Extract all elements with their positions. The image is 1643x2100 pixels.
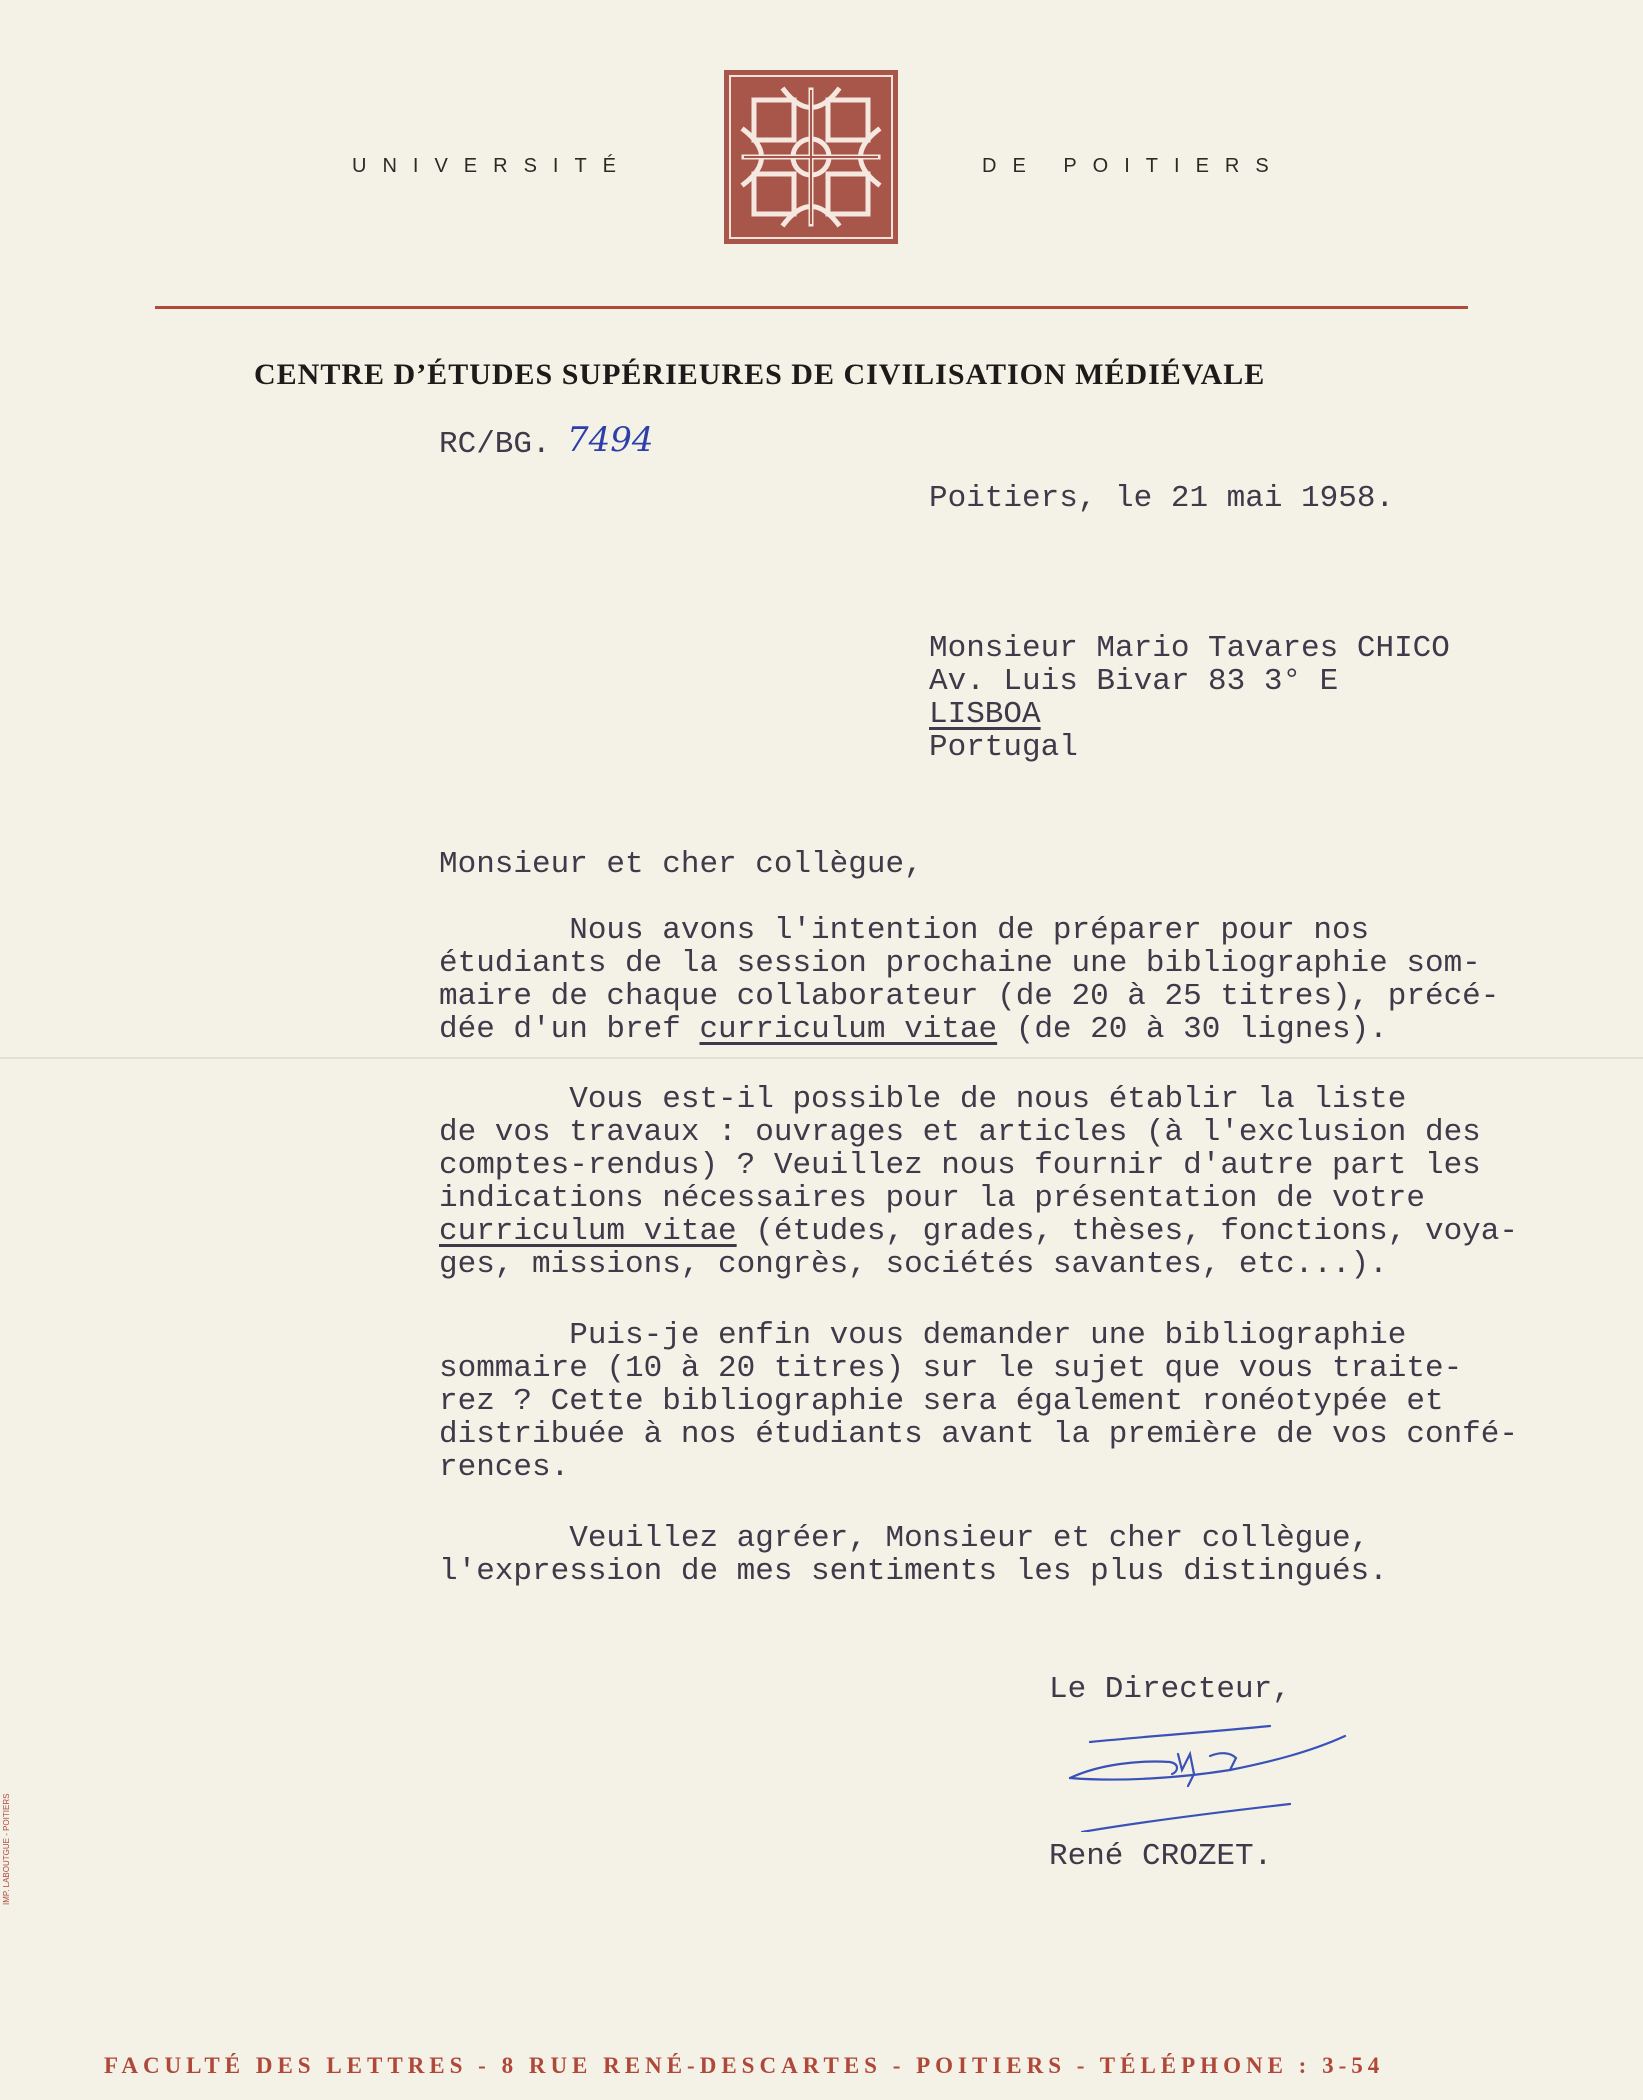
date-line: Poitiers, le 21 mai 1958. [929, 481, 1395, 516]
letterhead-rule [155, 306, 1468, 309]
paragraph-line: de vos travaux : ouvrages et articles (à l'exclusion des [439, 1115, 1481, 1150]
paragraph-1 [439, 914, 1639, 1046]
centre-name-heading: CENTRE D’ÉTUDES SUPÉRIEURES DE CIVILISATION MÉDIÉVALE [254, 358, 1266, 391]
paragraph-line: Puis-je enfin vous demander une bibliographie [439, 1318, 1407, 1353]
paragraph-line: Vous est-il possible de nous établir la liste [439, 1082, 1407, 1117]
reference-handwritten: 7494 [567, 420, 654, 460]
paragraph-line [439, 1013, 1639, 1046]
recipient-country: Portugal [929, 730, 1078, 765]
closing-title: Le Directeur, [1049, 1672, 1291, 1707]
paragraph-line: rez ? Cette bibliographie sera également ronéotypée et [439, 1384, 1444, 1419]
paragraph-2 [439, 1083, 1639, 1281]
paragraph-line: sommaire (10 à 20 titres) sur le sujet que vous traite- [439, 1351, 1463, 1386]
printer-mark: IMP. LABOUTGUE - POITIERS [2, 1793, 11, 1905]
paper-fold-line [0, 1057, 1643, 1059]
signatory-name: René CROZET. [1049, 1839, 1273, 1874]
text-fragment: dée d'un bref [439, 1012, 700, 1047]
paragraph-line: Veuillez agréer, Monsieur et cher collègue, [439, 1521, 1370, 1556]
text-fragment: (de 20 à 30 lignes). [997, 1012, 1388, 1047]
recipient-name: Monsieur Mario Tavares CHICO [929, 631, 1450, 666]
salutation: Monsieur et cher collègue, [439, 847, 923, 882]
footer-address: FACULTÉ DES LETTRES - 8 RUE RENÉ-DESCARTES - POITIERS - TÉLÉPHONE : 3-54 [104, 2053, 1385, 2078]
reference-typed: RC/BG. [439, 427, 551, 462]
paragraph-3 [439, 1319, 1639, 1484]
paragraph-line: étudiants de la session prochaine une bibliographie som- [439, 946, 1481, 981]
text-fragment: (études, grades, thèses, fonctions, voya- [736, 1214, 1518, 1249]
paragraph-line: indications nécessaires pour la présentation de votre [439, 1181, 1425, 1216]
recipient-address: Av. Luis Bivar 83 3° E [929, 664, 1339, 699]
paragraph-line: Nous avons l'intention de préparer pour nos [439, 913, 1370, 948]
letterhead-de-poitiers: DE POITIERS [982, 155, 1285, 177]
handwritten-signature-icon [1060, 1712, 1360, 1832]
paragraph-line [439, 1215, 1639, 1248]
paragraph-line: rences. [439, 1450, 570, 1485]
paragraph-line: maire de chaque collaborateur (de 20 à 25 titres), précé- [439, 979, 1500, 1014]
paragraph-line: l'expression de mes sentiments les plus distingués. [439, 1554, 1388, 1589]
recipient-city: LISBOA [929, 697, 1041, 732]
paragraph-line: comptes-rendus) ? Veuillez nous fournir d'autre part les [439, 1148, 1481, 1183]
paragraph-line: distribuée à nos étudiants avant la première de vos confé- [439, 1417, 1518, 1452]
underlined-term: curriculum vitae [439, 1214, 737, 1249]
letterhead-universite: UNIVERSITÉ [352, 155, 633, 177]
celtic-knot-emblem-icon [724, 70, 898, 244]
paragraph-line: ges, missions, congrès, sociétés savantes, etc...). [439, 1247, 1388, 1282]
underlined-term: curriculum vitae [699, 1012, 998, 1047]
paragraph-4 [439, 1522, 1639, 1588]
